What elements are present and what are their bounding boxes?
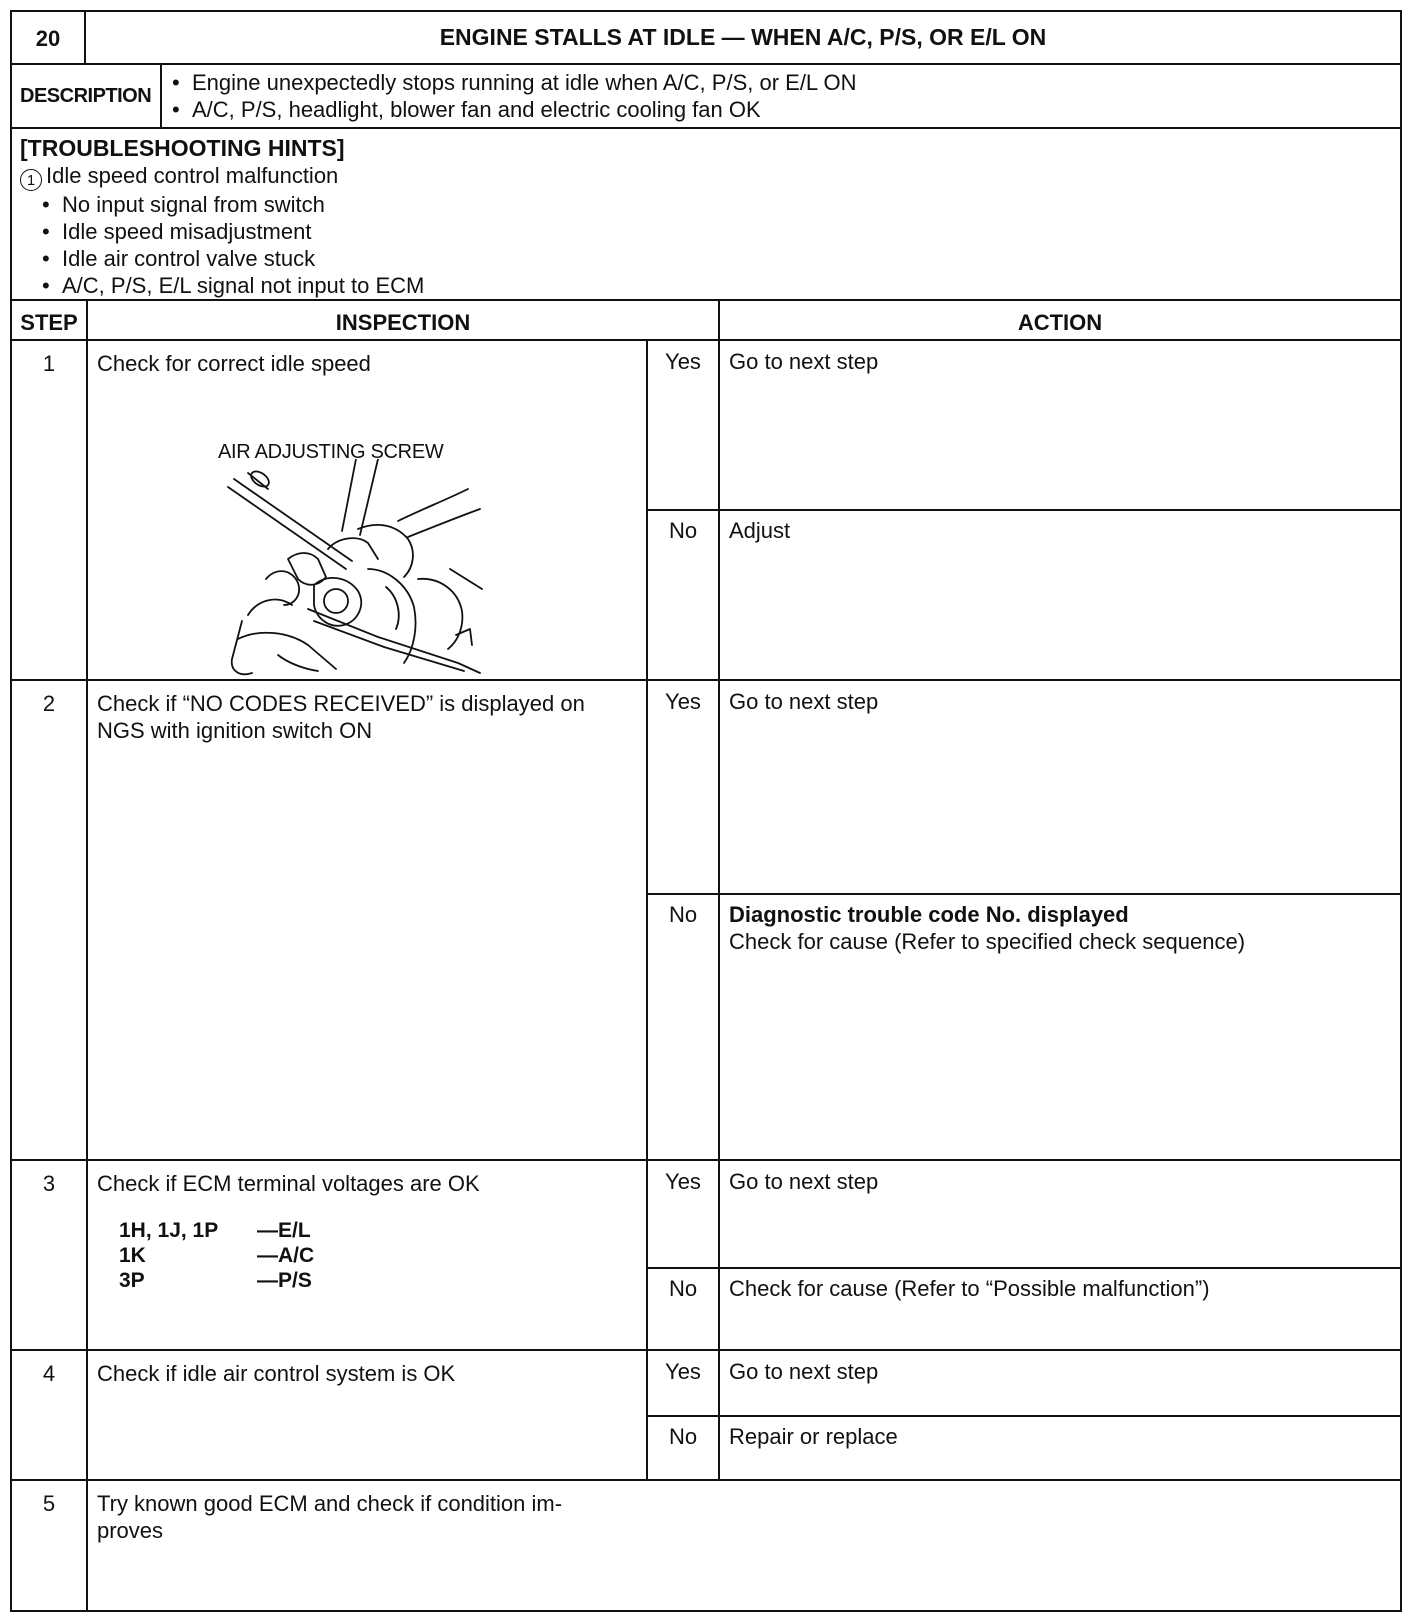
- terminal-signal: —A/C: [257, 1244, 315, 1267]
- action-cell: [720, 1351, 1400, 1479]
- step-number: 2: [42, 691, 56, 716]
- figure-label: AIR ADJUSTING SCREW: [218, 441, 444, 463]
- terminal-id: 3P: [119, 1269, 145, 1292]
- no-label: No: [668, 902, 698, 927]
- step-number: 5: [42, 1491, 56, 1516]
- no-label: No: [668, 1276, 698, 1301]
- yes-action: Go to next step: [729, 1359, 879, 1384]
- inspection-text: Check if idle air control system is OK: [97, 1361, 456, 1386]
- hint-item: • Idle air control valve stuck: [32, 245, 1400, 272]
- description-row: [12, 65, 1400, 129]
- column-header-inspection: INSPECTION: [335, 310, 471, 335]
- action-cell: [720, 1161, 1400, 1349]
- inspection-cell: [88, 341, 646, 679]
- no-action: Repair or replace: [729, 1424, 898, 1449]
- hints-heading: [TROUBLESHOOTING HINTS]: [20, 135, 345, 161]
- step-number: 4: [42, 1361, 56, 1386]
- description-label: DESCRIPTION: [20, 85, 152, 107]
- yes-label: Yes: [665, 1359, 701, 1384]
- hint-item: • Idle speed misadjustment: [32, 218, 1400, 245]
- page-title: ENGINE STALLS AT IDLE — WHEN A/C, P/S, OR E/L ON: [439, 24, 1047, 50]
- column-header-row: [12, 301, 1400, 341]
- yes-action: Go to next step: [729, 349, 879, 374]
- inspection-text: Check for correct idle speed: [97, 351, 371, 376]
- yes-label: Yes: [665, 1169, 701, 1194]
- no-label: No: [668, 518, 698, 543]
- action-cell: [720, 341, 1400, 679]
- yes-no-column: [648, 341, 718, 679]
- column-header-step: STEP: [20, 310, 78, 335]
- step-number: 1: [42, 351, 56, 376]
- step-row: [12, 341, 1400, 681]
- no-action-heading: Diagnostic trouble code No. displayed: [729, 902, 1129, 927]
- description-item: • A/C, P/S, headlight, blower fan and electric cooling fan OK: [162, 96, 1400, 123]
- title-row: [12, 12, 1400, 65]
- step-row: [12, 1161, 1400, 1351]
- hint-item: • A/C, P/S, E/L signal not input to ECM: [32, 272, 1400, 299]
- terminal-voltage-list: [119, 1218, 646, 1293]
- step-row: [12, 1481, 1400, 1610]
- no-label: No: [668, 1424, 698, 1449]
- hints-row: [12, 129, 1400, 301]
- circled-number: 1: [20, 169, 42, 191]
- column-header-action: ACTION: [1017, 310, 1103, 335]
- terminal-id: 1H, 1J, 1P: [119, 1219, 219, 1242]
- terminal-row: [119, 1218, 646, 1243]
- terminal-id: 1K: [119, 1244, 146, 1267]
- air-adjusting-screw-illustration: [218, 459, 498, 679]
- yes-no-column: [648, 1161, 718, 1349]
- no-action: Check for cause (Refer to specified check sequence): [729, 929, 1246, 954]
- inspection-text: Check if “NO CODES RECEIVED” is displayed on NGS with ignition switch ON: [97, 691, 585, 743]
- hint-cause: [20, 162, 1400, 191]
- yes-no-column: [648, 1351, 718, 1479]
- no-action: Check for cause (Refer to “Possible malfunction”): [729, 1276, 1210, 1301]
- description-item: • Engine unexpectedly stops running at idle when A/C, P/S, or E/L ON: [162, 69, 1400, 96]
- troubleshooting-sheet: [10, 10, 1402, 1612]
- terminal-row: [119, 1243, 646, 1268]
- yes-no-column: [648, 681, 718, 1159]
- yes-action: Go to next step: [729, 1169, 879, 1194]
- action-cell: [720, 681, 1400, 1159]
- step-number: 3: [42, 1171, 56, 1196]
- title-number: 20: [35, 26, 61, 51]
- terminal-signal: —E/L: [257, 1219, 311, 1242]
- hint-item: • No input signal from switch: [32, 191, 1400, 218]
- inspection-text: Try known good ECM and check if condition im- proves: [97, 1491, 563, 1543]
- yes-label: Yes: [665, 689, 701, 714]
- step-row: [12, 1351, 1400, 1481]
- hint-cause-text: Idle speed control malfunction: [46, 163, 339, 188]
- terminal-row: [119, 1268, 646, 1293]
- step-row: [12, 681, 1400, 1161]
- yes-action: Go to next step: [729, 689, 879, 714]
- yes-label: Yes: [665, 349, 701, 374]
- terminal-signal: —P/S: [257, 1269, 312, 1292]
- description-list: [162, 65, 1400, 127]
- inspection-text: Check if ECM terminal voltages are OK: [97, 1171, 480, 1196]
- no-action: Adjust: [729, 518, 791, 543]
- inspection-cell: [88, 1161, 646, 1349]
